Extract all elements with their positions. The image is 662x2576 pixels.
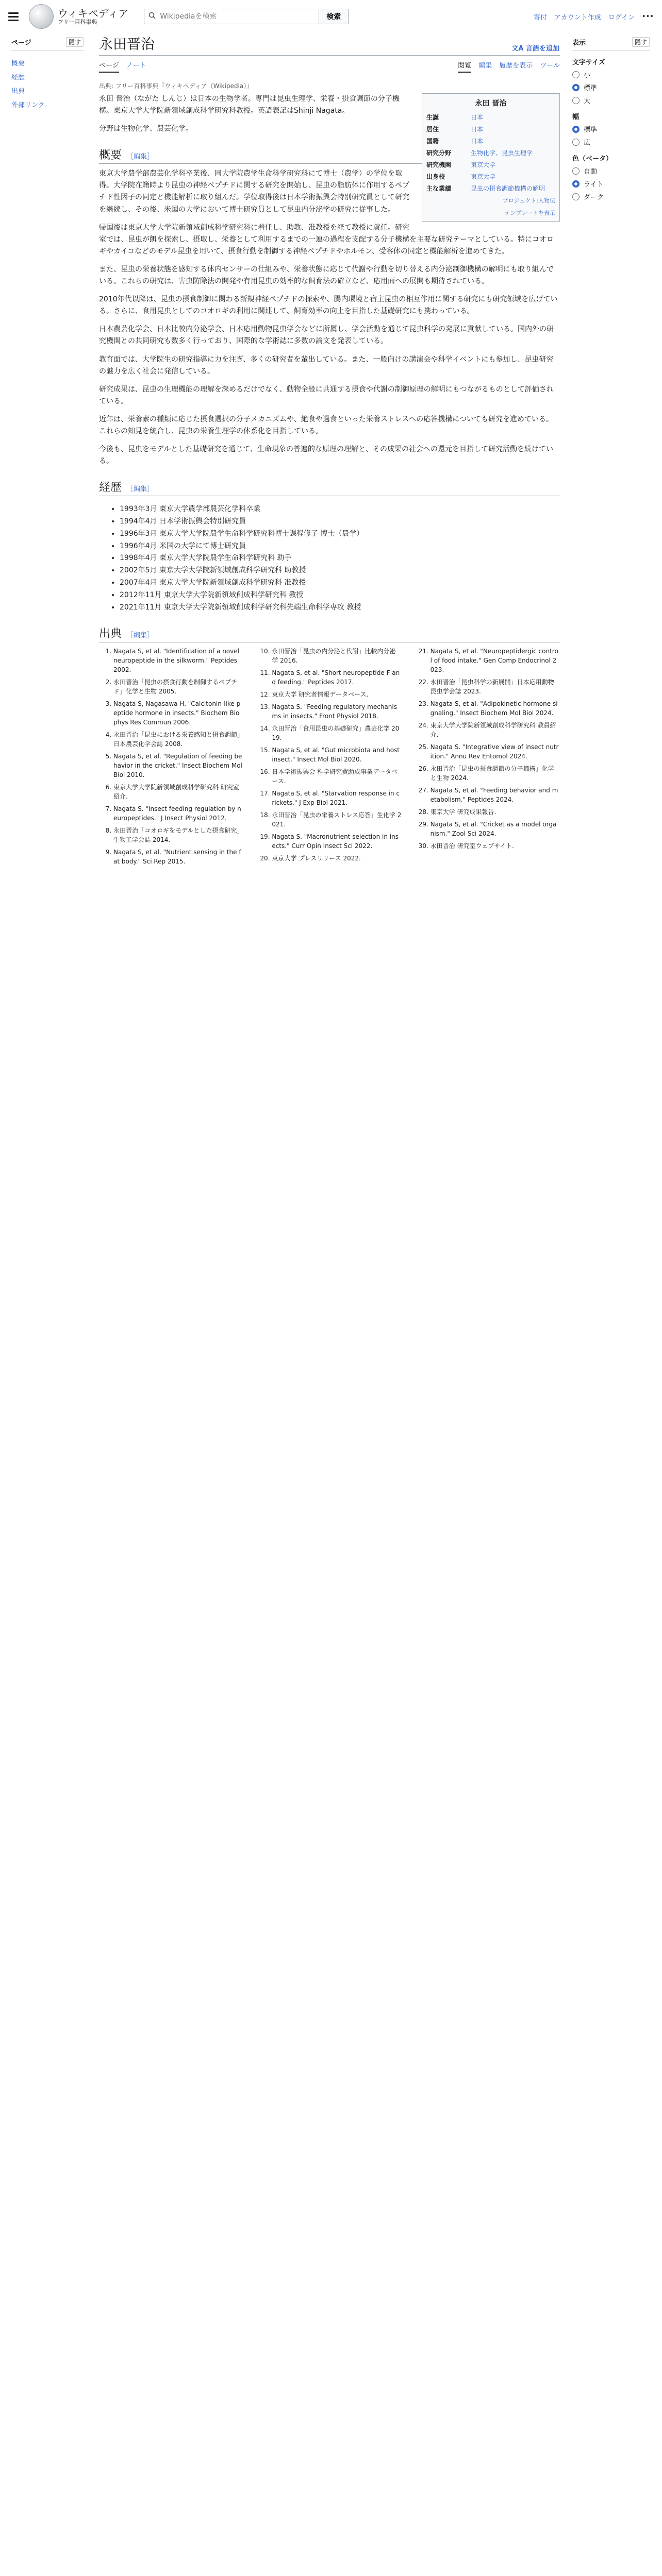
infobox-row: 生誕 日本 — [426, 114, 484, 121]
search-form — [144, 9, 349, 24]
toc-title: ページ — [11, 39, 31, 47]
main-content — [84, 33, 560, 866]
text-size-small[interactable]: 小 — [572, 70, 650, 79]
reference-item[interactable]: 16. 日本学術振興会 科学研究費助成事業データベース. — [272, 767, 401, 786]
color-dark[interactable]: ダーク — [572, 192, 650, 201]
tab-article[interactable]: ページ — [99, 60, 119, 73]
career-item: • 2012年11月 東京大学大学院新領域創成科学研究科 教授 — [120, 589, 560, 602]
career-item: • 1996年3月 東京大学大学院農学生命科学研究科博士課程修了 博士（農学） — [120, 528, 560, 540]
career-list — [99, 503, 560, 614]
tab-talk[interactable]: ノート — [126, 62, 146, 70]
toc-item-overview[interactable]: 概要 — [11, 60, 25, 67]
overview-paragraph: 今後も、昆虫をモデルとした基礎研究を通じて、生命現象の普遍的な原理の理解と、その成果の社会への還元を目指して研究活動を続けている。 — [99, 445, 554, 466]
width-wide[interactable]: 広 — [572, 137, 650, 147]
width-label: 幅 — [572, 113, 580, 121]
reference-item[interactable]: 7. Nagata S. "Insect feeding regulation by neuropeptides." J Insect Physiol 2012. — [113, 804, 243, 823]
infobox-row: 国籍 日本 — [426, 138, 484, 145]
page-title: 永田晋治 — [99, 37, 155, 53]
tab-read[interactable]: 閲覧 — [458, 60, 471, 73]
lead-paragraph: 永田 晋治（ながた しんじ）は日本の生物学者。専門は昆虫生理学、栄養・摂食調節の分子機構。東京大学大学院新領域創成科学研究科教授。英語表記はShinji Nagata。 — [99, 95, 400, 115]
reference-item[interactable]: 18. 永田晋治「昆虫の栄養ストレス応答」生化学 2021. — [272, 810, 401, 829]
reference-item[interactable]: 24. 東京大学大学院新領域創成科学研究科 教員紹介. — [431, 721, 560, 739]
reference-item[interactable]: 10. 永田晋治「昆虫の内分泌と代謝」比較内分泌学 2016. — [272, 647, 401, 665]
section-edit-link[interactable]: ［編集］ — [127, 632, 154, 640]
reference-item[interactable]: 26. 永田晋治「昆虫の摂食調節の分子機構」化学と生物 2024. — [431, 764, 560, 783]
career-item: • 1996年4月 米国の大学にて博士研究員 — [120, 540, 560, 553]
color-light[interactable]: ライト — [572, 179, 650, 189]
width-standard[interactable]: 標準 — [572, 124, 650, 134]
overview-paragraph: 近年は、栄養素の種類に応じた摂食選択の分子メカニズムや、絶食や過食といった栄養ストレスへの応答機構についても研究を進めている。これらの知見を統合し、昆虫の栄養生理学の体系化を目指している。 — [99, 415, 554, 435]
career-item: • 1993年3月 東京大学農学部農芸化学科卒業 — [120, 503, 560, 516]
lead-paragraph-2: 分野は生物化学、農芸化学。 — [99, 125, 193, 133]
toc-item-external-links[interactable]: 外部リンク — [11, 101, 45, 109]
reference-item[interactable]: 1. Nagata S, et al. "Identification of a novel neuropeptide in the silkworm." Peptides 2002. — [113, 647, 243, 674]
logo-wordmark: ウィキペディア — [58, 7, 129, 20]
reference-item[interactable]: 12. 東京大学 研究者情報データベース. — [272, 690, 401, 699]
reference-item[interactable]: 27. Nagata S, et al. "Feeding behavior and metabolism." Peptides 2024. — [431, 786, 560, 804]
personal-tools — [534, 12, 654, 22]
career-item: • 1994年4月 日本学術振興会特別研究員 — [120, 516, 560, 528]
reference-item[interactable]: 28. 東京大学 研究成果報告. — [431, 807, 560, 817]
more-options-icon[interactable]: ••• — [641, 12, 654, 21]
career-item: • 2002年5月 東京大学大学院新領域創成科学研究科 助教授 — [120, 565, 560, 577]
reference-item[interactable]: 14. 永田晋治「食用昆虫の基礎研究」農芸化学 2019. — [272, 724, 401, 742]
login-link[interactable]: ログイン — [608, 13, 635, 22]
search-button[interactable]: 検索 — [319, 9, 349, 24]
overview-paragraph: 帰国後は東京大学大学院新領域創成科学研究科に着任し、助教、准教授を経て教授に就任。研究室では、昆虫が餌を探索し、摂取し、栄養として利用するまでの一連の過程を支配する分子機構を主要な研究テーマとしている。特にコオロギやカイコなどのモデル昆虫を用いて、摂食行動を制御する神経ペプチドやホルモン、受容体の同定と機能解析を進めてきた。 — [99, 223, 554, 256]
section-edit-link[interactable]: ［編集］ — [127, 153, 154, 161]
reference-item[interactable]: 22. 永田晋治「昆虫科学の新展開」日本応用動物昆虫学会誌 2023. — [431, 677, 560, 696]
tab-edit[interactable]: 編集 — [478, 62, 492, 70]
reference-item[interactable]: 19. Nagata S. "Macronutrient selection in insects." Curr Opin Insect Sci 2022. — [272, 832, 401, 851]
infobox-row: 研究分野 生物化学、昆虫生理学 — [426, 149, 533, 157]
appearance-title: 表示 — [572, 39, 586, 47]
overview-paragraph: 教育面では、大学院生の研究指導に力を注ぎ、多くの研究者を輩出している。また、一般向けの講演会や科学イベントにも参加し、昆虫研究の魅力を広く社会に発信している。 — [99, 355, 554, 376]
infobox-template-link[interactable]: テンプレートを表示 — [504, 210, 555, 216]
reference-item[interactable]: 29. Nagata S, et al. "Cricket as a model organism." Zool Sci 2024. — [431, 820, 560, 838]
create-account-link[interactable]: アカウント作成 — [554, 13, 601, 22]
infobox-row: 研究機関 東京大学 — [426, 161, 496, 168]
text-size-standard[interactable]: 標準 — [572, 82, 650, 92]
section-edit-link[interactable]: ［編集］ — [127, 485, 154, 494]
infobox — [422, 93, 560, 222]
toc-header — [11, 37, 84, 50]
main-menu-icon[interactable] — [8, 9, 23, 24]
add-language-button[interactable]: 文A 言語を追加 — [511, 45, 559, 53]
site-subtitle: 出典: フリー百科事典『ウィキペディア（Wikipedia）』 — [99, 82, 253, 90]
reference-item[interactable]: 23. Nagata S, et al. "Adipokinetic hormone signaling." Insect Biochem Mol Biol 2024. — [431, 699, 560, 718]
appearance-panel — [560, 33, 650, 866]
toc-item-references[interactable]: 出典 — [11, 88, 25, 95]
career-item: • 2007年4月 東京大学大学院新領域創成科学研究科 准教授 — [120, 577, 560, 589]
search-icon — [148, 12, 156, 21]
text-size-large[interactable]: 大 — [572, 95, 650, 105]
search-box[interactable] — [144, 9, 319, 24]
references-list — [99, 647, 560, 866]
logo-tagline: フリー百科事典 — [58, 18, 97, 25]
toc-sidebar — [11, 33, 84, 866]
reference-item[interactable]: 30. 永田晋治 研究室ウェブサイト. — [431, 841, 560, 851]
site-logo[interactable] — [29, 4, 128, 29]
reference-item[interactable]: 2. 永田晋治「昆虫の摂食行動を制御するペプチド」化学と生物 2005. — [113, 677, 243, 696]
overview-paragraph: 日本農芸化学会、日本比較内分泌学会、日本応用動物昆虫学会などに所属し、学会活動を通じて昆虫科学の発展に貢献している。国内外の研究機関との共同研究も数多く行っており、国際的な学術誌に多数の論文を発表している。 — [99, 325, 554, 346]
reference-item[interactable]: 25. Nagata S. "Integrative view of insect nutrition." Annu Rev Entomol 2024. — [431, 742, 560, 761]
infobox-row: 主な業績 昆虫の摂食調節機構の解明 — [426, 185, 545, 192]
appearance-hide-button[interactable]: 隠す — [632, 37, 650, 47]
section-overview-heading: 概要 ［編集］ — [99, 146, 560, 164]
infobox-row: 出身校 東京大学 — [426, 173, 496, 180]
reference-item[interactable]: 6. 東京大学大学院新領域創成科学研究科 研究室紹介. — [113, 783, 243, 801]
overview-paragraph: また、昆虫の栄養状態を感知する体内センサーの仕組みや、栄養状態に応じて代謝や行動を切り替える内分泌制御機構の解明にも取り組んでいる。これらの研究は、害虫防除法の開発や有用昆虫の効率的な飼育法の確立など、応用面への展開も期待されている。 — [99, 265, 554, 286]
toc-item-career[interactable]: 経歴 — [11, 74, 25, 81]
reference-item[interactable]: 17. Nagata S, et al. "Starvation response in crickets." J Exp Biol 2021. — [272, 789, 401, 807]
reference-item[interactable]: 15. Nagata S, et al. "Gut microbiota and host insect." Insect Mol Biol 2020. — [272, 745, 401, 764]
page-tabs — [99, 57, 560, 76]
donate-link[interactable]: 寄付 — [533, 13, 547, 22]
text-size-label: 文字サイズ — [572, 59, 605, 66]
color-auto[interactable]: 自動 — [572, 166, 650, 176]
section-career-heading: 経歴 ［編集］ — [99, 479, 560, 496]
translate-icon: 文A — [511, 45, 526, 53]
career-item: • 2021年11月 東京大学大学院新領域創成科学研究科先端生命科学専攻 教授 — [120, 602, 560, 614]
site-header — [0, 0, 662, 33]
tab-history[interactable]: 履歴を表示 — [499, 62, 533, 70]
infobox-project-link[interactable]: プロジェクト:人物伝 — [502, 197, 555, 204]
reference-item[interactable]: 5. Nagata S, et al. "Regulation of feeding behavior in the cricket." Insect Biochem Mol Biol 2010. — [113, 752, 243, 779]
color-label: 色（ベータ） — [572, 155, 613, 163]
wikipedia-globe-icon — [29, 4, 54, 29]
reference-item[interactable]: 3. Nagata S, Nagasawa H. "Calcitonin-like peptide hormone in insects." Biochem Biophys Res Commun 2006. — [113, 699, 243, 727]
infobox-row: 居住 日本 — [426, 126, 484, 133]
toc-hide-button[interactable]: 隠す — [66, 37, 84, 47]
overview-paragraph: 2010年代以降は、昆虫の摂食制御に関わる新規神経ペプチドの探索や、腸内環境と宿主昆虫の相互作用に関する研究にも研究領域を広げている。さらに、食用昆虫としてのコオロギの利用に関連して、飼育効率の向上を目指した基礎研究にも携わっている。 — [99, 295, 558, 316]
career-item: • 1998年4月 東京大学大学院農学生命科学研究科 助手 — [120, 552, 560, 565]
reference-item[interactable]: 21. Nagata S, et al. "Neuropeptidergic control of food intake." Gen Comp Endocrinol 2023. — [431, 647, 560, 674]
overview-paragraph: 研究成果は、昆虫の生理機能の理解を深めるだけでなく、動物全般に共通する摂食や代謝の制御原理の解明にもつながるものとして評価されている。 — [99, 385, 554, 405]
reference-item[interactable]: 8. 永田晋治「コオロギをモデルとした摂食研究」生物工学会誌 2014. — [113, 826, 243, 844]
section-references-heading: 出典 ［編集］ — [99, 625, 560, 642]
infobox-title: 永田 晋治 — [475, 99, 507, 108]
tab-tools[interactable]: ツール — [540, 62, 560, 70]
reference-item[interactable]: 13. Nagata S. "Feeding regulatory mechanisms in insects." Front Physiol 2018. — [272, 702, 401, 721]
reference-item[interactable]: 11. Nagata S, et al. "Short neuropeptide F and feeding." Peptides 2017. — [272, 668, 401, 687]
reference-item[interactable]: 20. 東京大学 プレスリリース 2022. — [272, 854, 401, 863]
reference-item[interactable]: 4. 永田晋治「昆虫における栄養感知と摂食調節」日本農芸化学会誌 2008. — [113, 730, 243, 749]
overview-paragraph: 東京大学農学部農芸化学科卒業後、同大学院農学生命科学研究科にて博士（農学）の学位を取得。大学院在籍時より昆虫の神経ペプチドに関する研究を開始し、昆虫の脂肪体に作用するペプチド性因子の同定と機能解析に取り組んだ。学位取得後は日本学術振興会特別研究員として研究を継続し、その後、米国の大学において博士研究員として昆虫内分泌学の研究に従事した。 — [99, 170, 409, 214]
search-input[interactable] — [159, 12, 316, 21]
reference-item[interactable]: 9. Nagata S, et al. "Nutrient sensing in the fat body." Sci Rep 2015. — [113, 848, 243, 866]
